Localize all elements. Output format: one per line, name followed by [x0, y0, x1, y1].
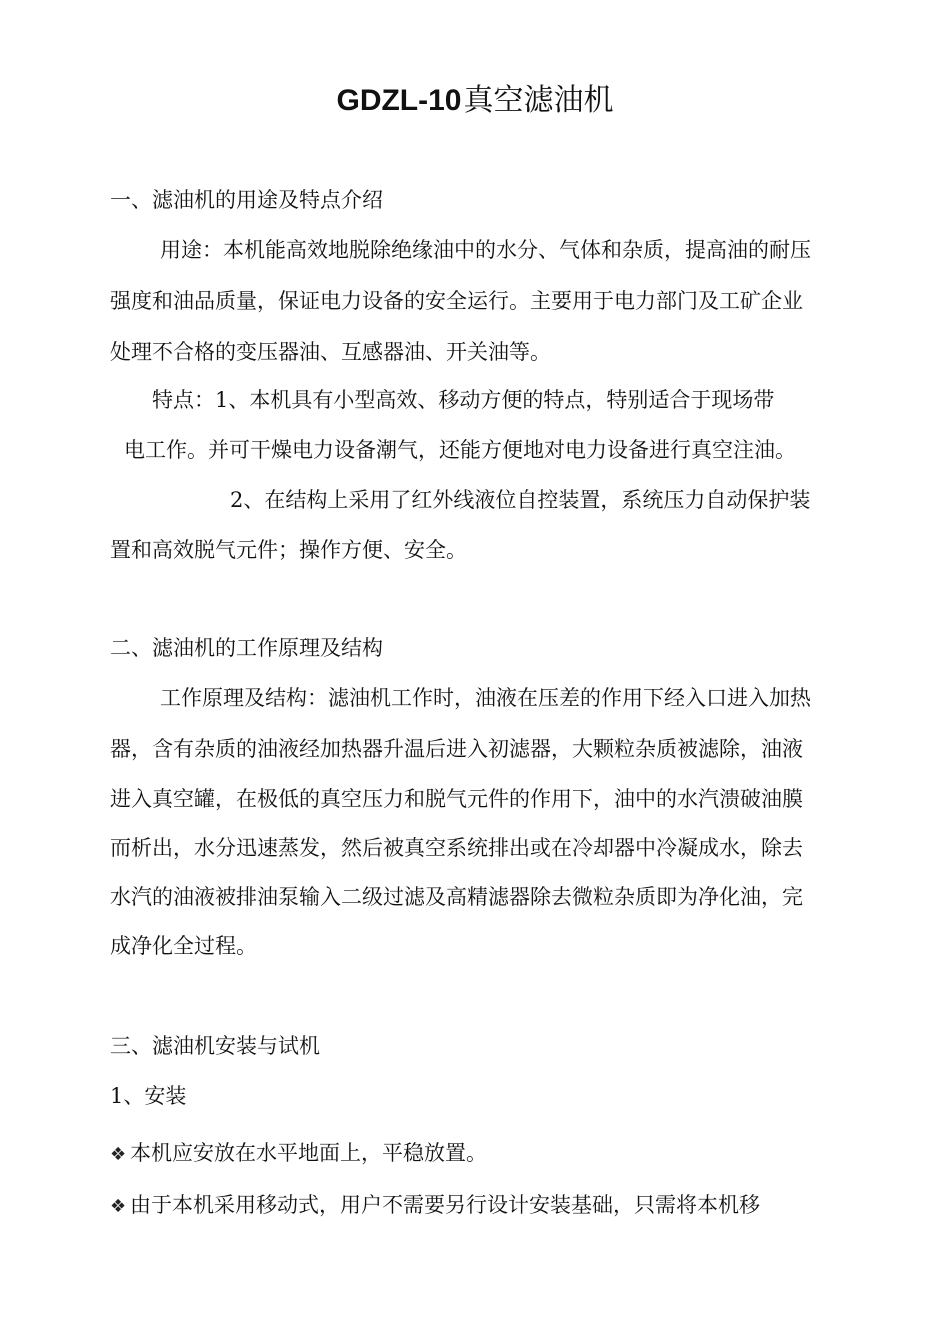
usage-line-1: 用途：本机能高效地脱除绝缘油中的水分、气体和杂质，提高油的耐压 [160, 238, 811, 262]
feature-line-2: 电工作。并可干燥电力设备潮气，还能方便地对电力设备进行真空注油。 [124, 438, 796, 462]
principle-line-5: 水汽的油液被排油泵输入二级过滤及高精滤器除去微粒杂质即为净化油，完 [110, 885, 803, 909]
principle-line-1: 工作原理及结构：滤油机工作时，油液在压差的作用下经入口进入加热 [160, 686, 811, 710]
install-bullet-2-text: 由于本机采用移动式，用户不需要另行设计安装基础，只需将本机移 [130, 1193, 760, 1217]
section1-heading: 一、滤油机的用途及特点介绍 [110, 188, 383, 212]
install-subheading: 1、安装 [110, 1084, 187, 1108]
install-bullet-2 [110, 1190, 760, 1222]
principle-line-3: 进入真空罐，在极低的真空压力和脱气元件的作用下，油中的水汽溃破油膜 [110, 787, 803, 811]
usage-line-3: 处理不合格的变压器油、互感器油、开关油等。 [110, 340, 551, 364]
usage-line-2: 强度和油品质量，保证电力设备的安全运行。主要用于电力部门及工矿企业 [110, 289, 803, 313]
section3-heading: 三、滤油机安装与试机 [110, 1034, 320, 1058]
feature-line-4: 置和高效脱气元件；操作方便、安全。 [110, 538, 467, 562]
principle-line-4: 而析出，水分迅速蒸发，然后被真空系统排出或在冷却器中冷凝成水，除去 [110, 836, 803, 860]
principle-line-6: 成净化全过程。 [110, 934, 257, 958]
install-bullet-1 [110, 1138, 487, 1170]
feature-line-1: 特点：1、本机具有小型高效、移动方便的特点，特别适合于现场带 [152, 388, 775, 412]
four-diamond-bullet-icon: ❖ [110, 1144, 127, 1165]
principle-line-2: 器，含有杂质的油液经加热器升温后进入初滤器，大颗粒杂质被滤除，油液 [110, 737, 803, 761]
install-bullet-1-text: 本机应安放在水平地面上，平稳放置。 [130, 1141, 487, 1165]
title-model-code: GDZL-10 [336, 84, 462, 117]
feature-line-3: 2、在结构上采用了红外线液位自控装置，系统压力自动保护装 [230, 488, 811, 512]
title-machine-name: 真空滤油机 [463, 83, 614, 118]
four-diamond-bullet-icon: ❖ [110, 1196, 127, 1217]
section2-heading: 二、滤油机的工作原理及结构 [110, 636, 383, 660]
document-title [0, 76, 950, 126]
